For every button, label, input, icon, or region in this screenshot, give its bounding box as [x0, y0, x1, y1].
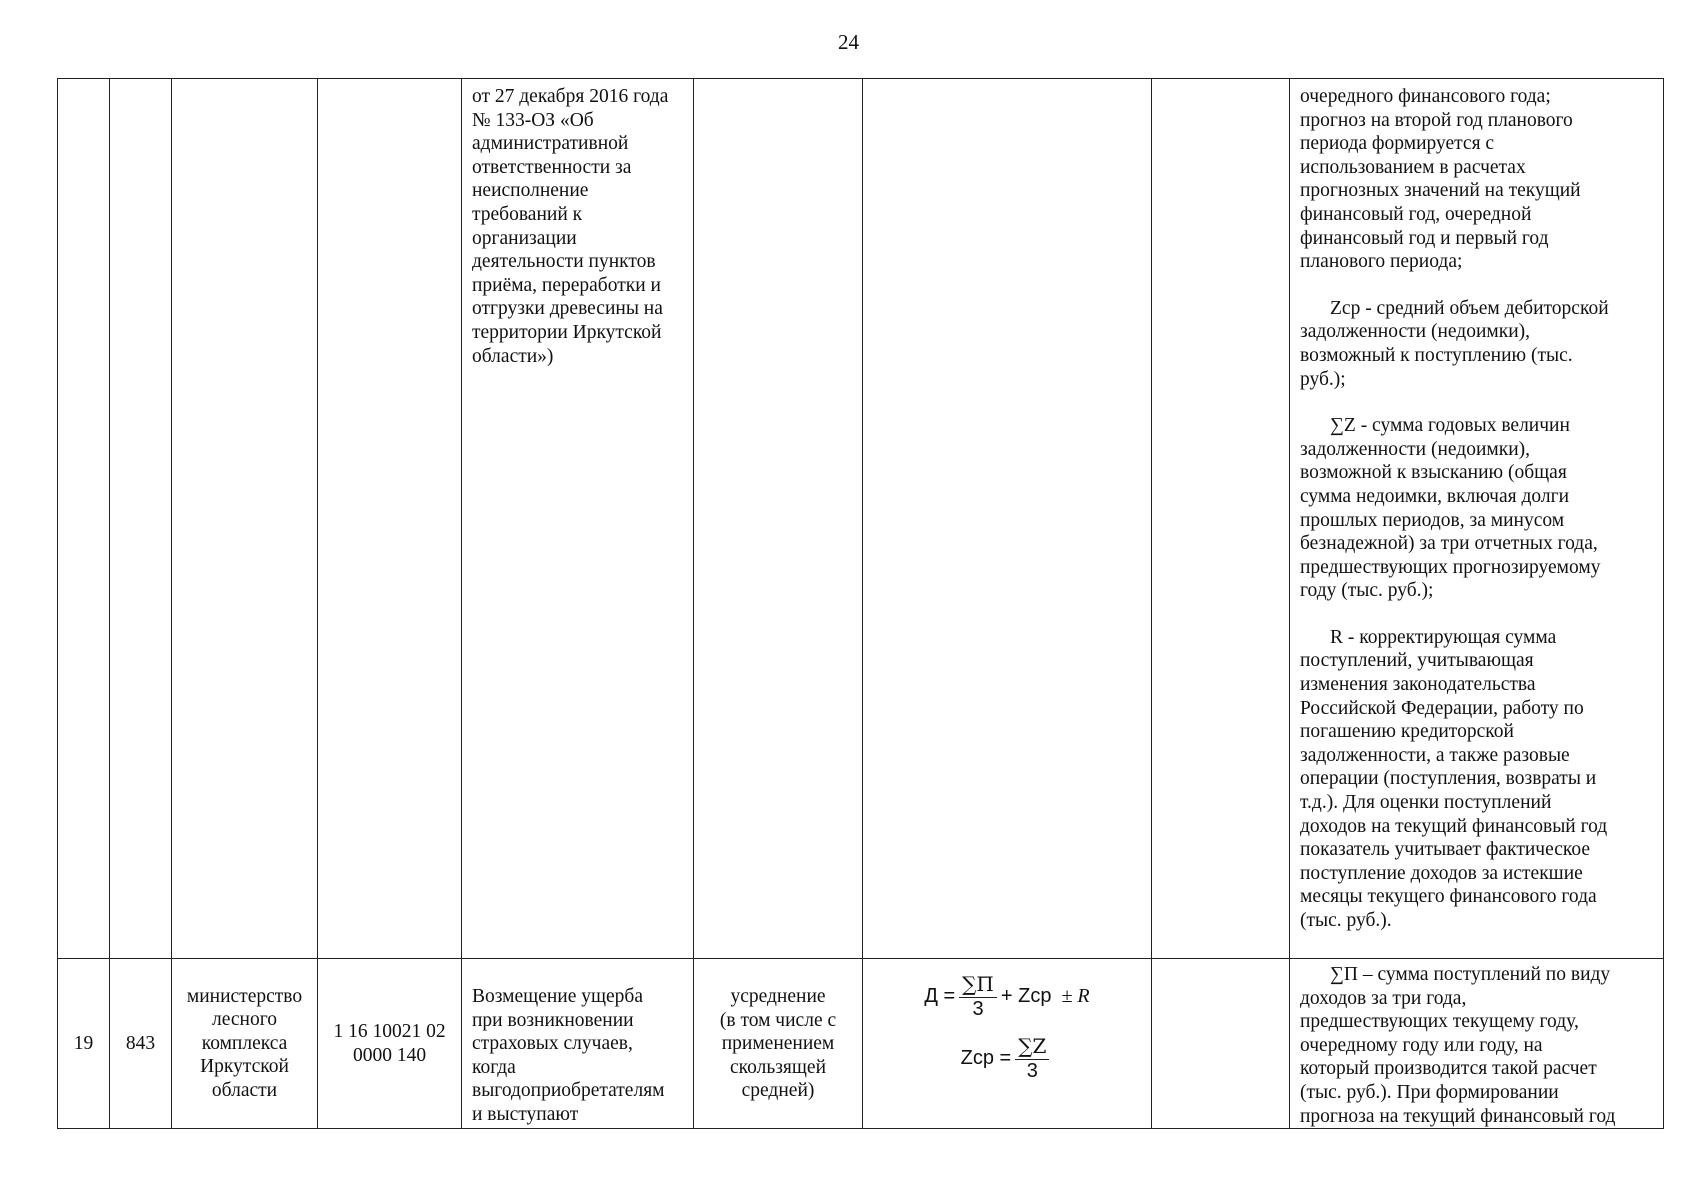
cell-empty-formula	[863, 79, 1152, 959]
formula-d	[863, 973, 1151, 1021]
cell-administrator	[172, 959, 318, 1129]
cell-method	[694, 959, 863, 1129]
cell-row-number: 19	[58, 959, 110, 1129]
formula-d-rest: + Zср	[1000, 985, 1052, 1008]
cell-legal-basis	[462, 79, 694, 959]
table-row-19	[58, 959, 1664, 1129]
formula-d-pm-r: ± R	[1061, 985, 1090, 1008]
description-paragraph-1: очередного финансового года; прогноз на второй год планового периода формируется с использованием в расчетах прогнозных значений на текущий финансовый год, очередной финансовый год и первый год планового периода;	[1300, 86, 1581, 273]
cell-empty-kbk	[318, 79, 462, 959]
formula-d-lhs: Д =	[924, 985, 956, 1008]
formula-block	[863, 959, 1151, 1083]
formula-zcp-denominator: 3	[1026, 1059, 1038, 1082]
cell-empty-code	[110, 79, 172, 959]
cell-empty-extra-19	[1152, 959, 1290, 1129]
formula-zcp-numerator: ∑Z	[1015, 1035, 1049, 1060]
income-name-text: Возмещение ущерба при возникновении страховых случаев, когда выгодоприобретателям и выступают	[472, 986, 665, 1125]
formula-zcp	[863, 1035, 1151, 1083]
cell-chapter-code: 843	[110, 959, 172, 1129]
cell-empty-method	[694, 79, 863, 959]
description-paragraph-r: R - корректирующая сумма поступлений, учитывающая изменения законодательства Российской Федерации, работу по погашению кредиторской задолженности, а также разовые операции (поступления, возвраты и т.д.). Для оценки поступлений доходов на текущий финансовый год показатель учитывает фактическое поступление доходов за истекшие месяцы текущего финансового года (тыс. руб.).	[1300, 626, 1608, 931]
administrator-text: министерство лесного комплекса Иркутской области	[186, 985, 303, 1101]
cell-description-19	[1290, 959, 1664, 1129]
cell-formula	[863, 959, 1152, 1129]
formula-d-numerator: ∑П	[959, 973, 997, 998]
table-row-continuation	[58, 79, 1664, 959]
page-number: 24	[838, 30, 859, 54]
cell-description	[1290, 79, 1664, 959]
cell-empty-num	[58, 79, 110, 959]
legal-basis-text: от 27 декабря 2016 года № 133-ОЗ «Об административной ответственности за неисполнение требований к организации деятельности пунктов приёма, переработки и отгрузки древесины на территории Иркутской области»)	[472, 86, 669, 367]
kbk-text: 1 16 10021 02 0000 140	[333, 1020, 446, 1066]
formula-d-fraction	[959, 973, 997, 1021]
cell-kbk	[318, 959, 462, 1129]
description-paragraph-zcp: Zср - средний объем дебиторской задолженности (недоимки), возможный к поступлению (тыс. руб.);	[1300, 297, 1609, 390]
formula-zcp-fraction	[1015, 1035, 1049, 1083]
description-sum-p-text: ∑П – сумма поступлений по виду доходов за три года, предшествующих текущему году, очередному году или году, на который производится такой расчет (тыс. руб.). При формировании прогноза на текущий финансовый год	[1300, 964, 1616, 1127]
revenue-forecast-table	[57, 78, 1664, 1129]
cell-empty-admin	[172, 79, 318, 959]
cell-empty-extra	[1152, 79, 1290, 959]
formula-d-denominator: 3	[972, 997, 984, 1020]
method-text: усреднение (в том числе с применением скользящей средней)	[719, 986, 837, 1102]
description-paragraph-sum-z: ∑Z - сумма годовых величин задолженности (недоимки), возможной к взысканию (общая сумма недоимки, включая долги прошлых периодов, за минусом безнадежной) за три отчетных года, предшествующих прогнозируемому году (тыс. руб.);	[1300, 415, 1601, 602]
cell-income-name	[462, 959, 694, 1129]
formula-zcp-lhs: Zср =	[960, 1047, 1012, 1070]
